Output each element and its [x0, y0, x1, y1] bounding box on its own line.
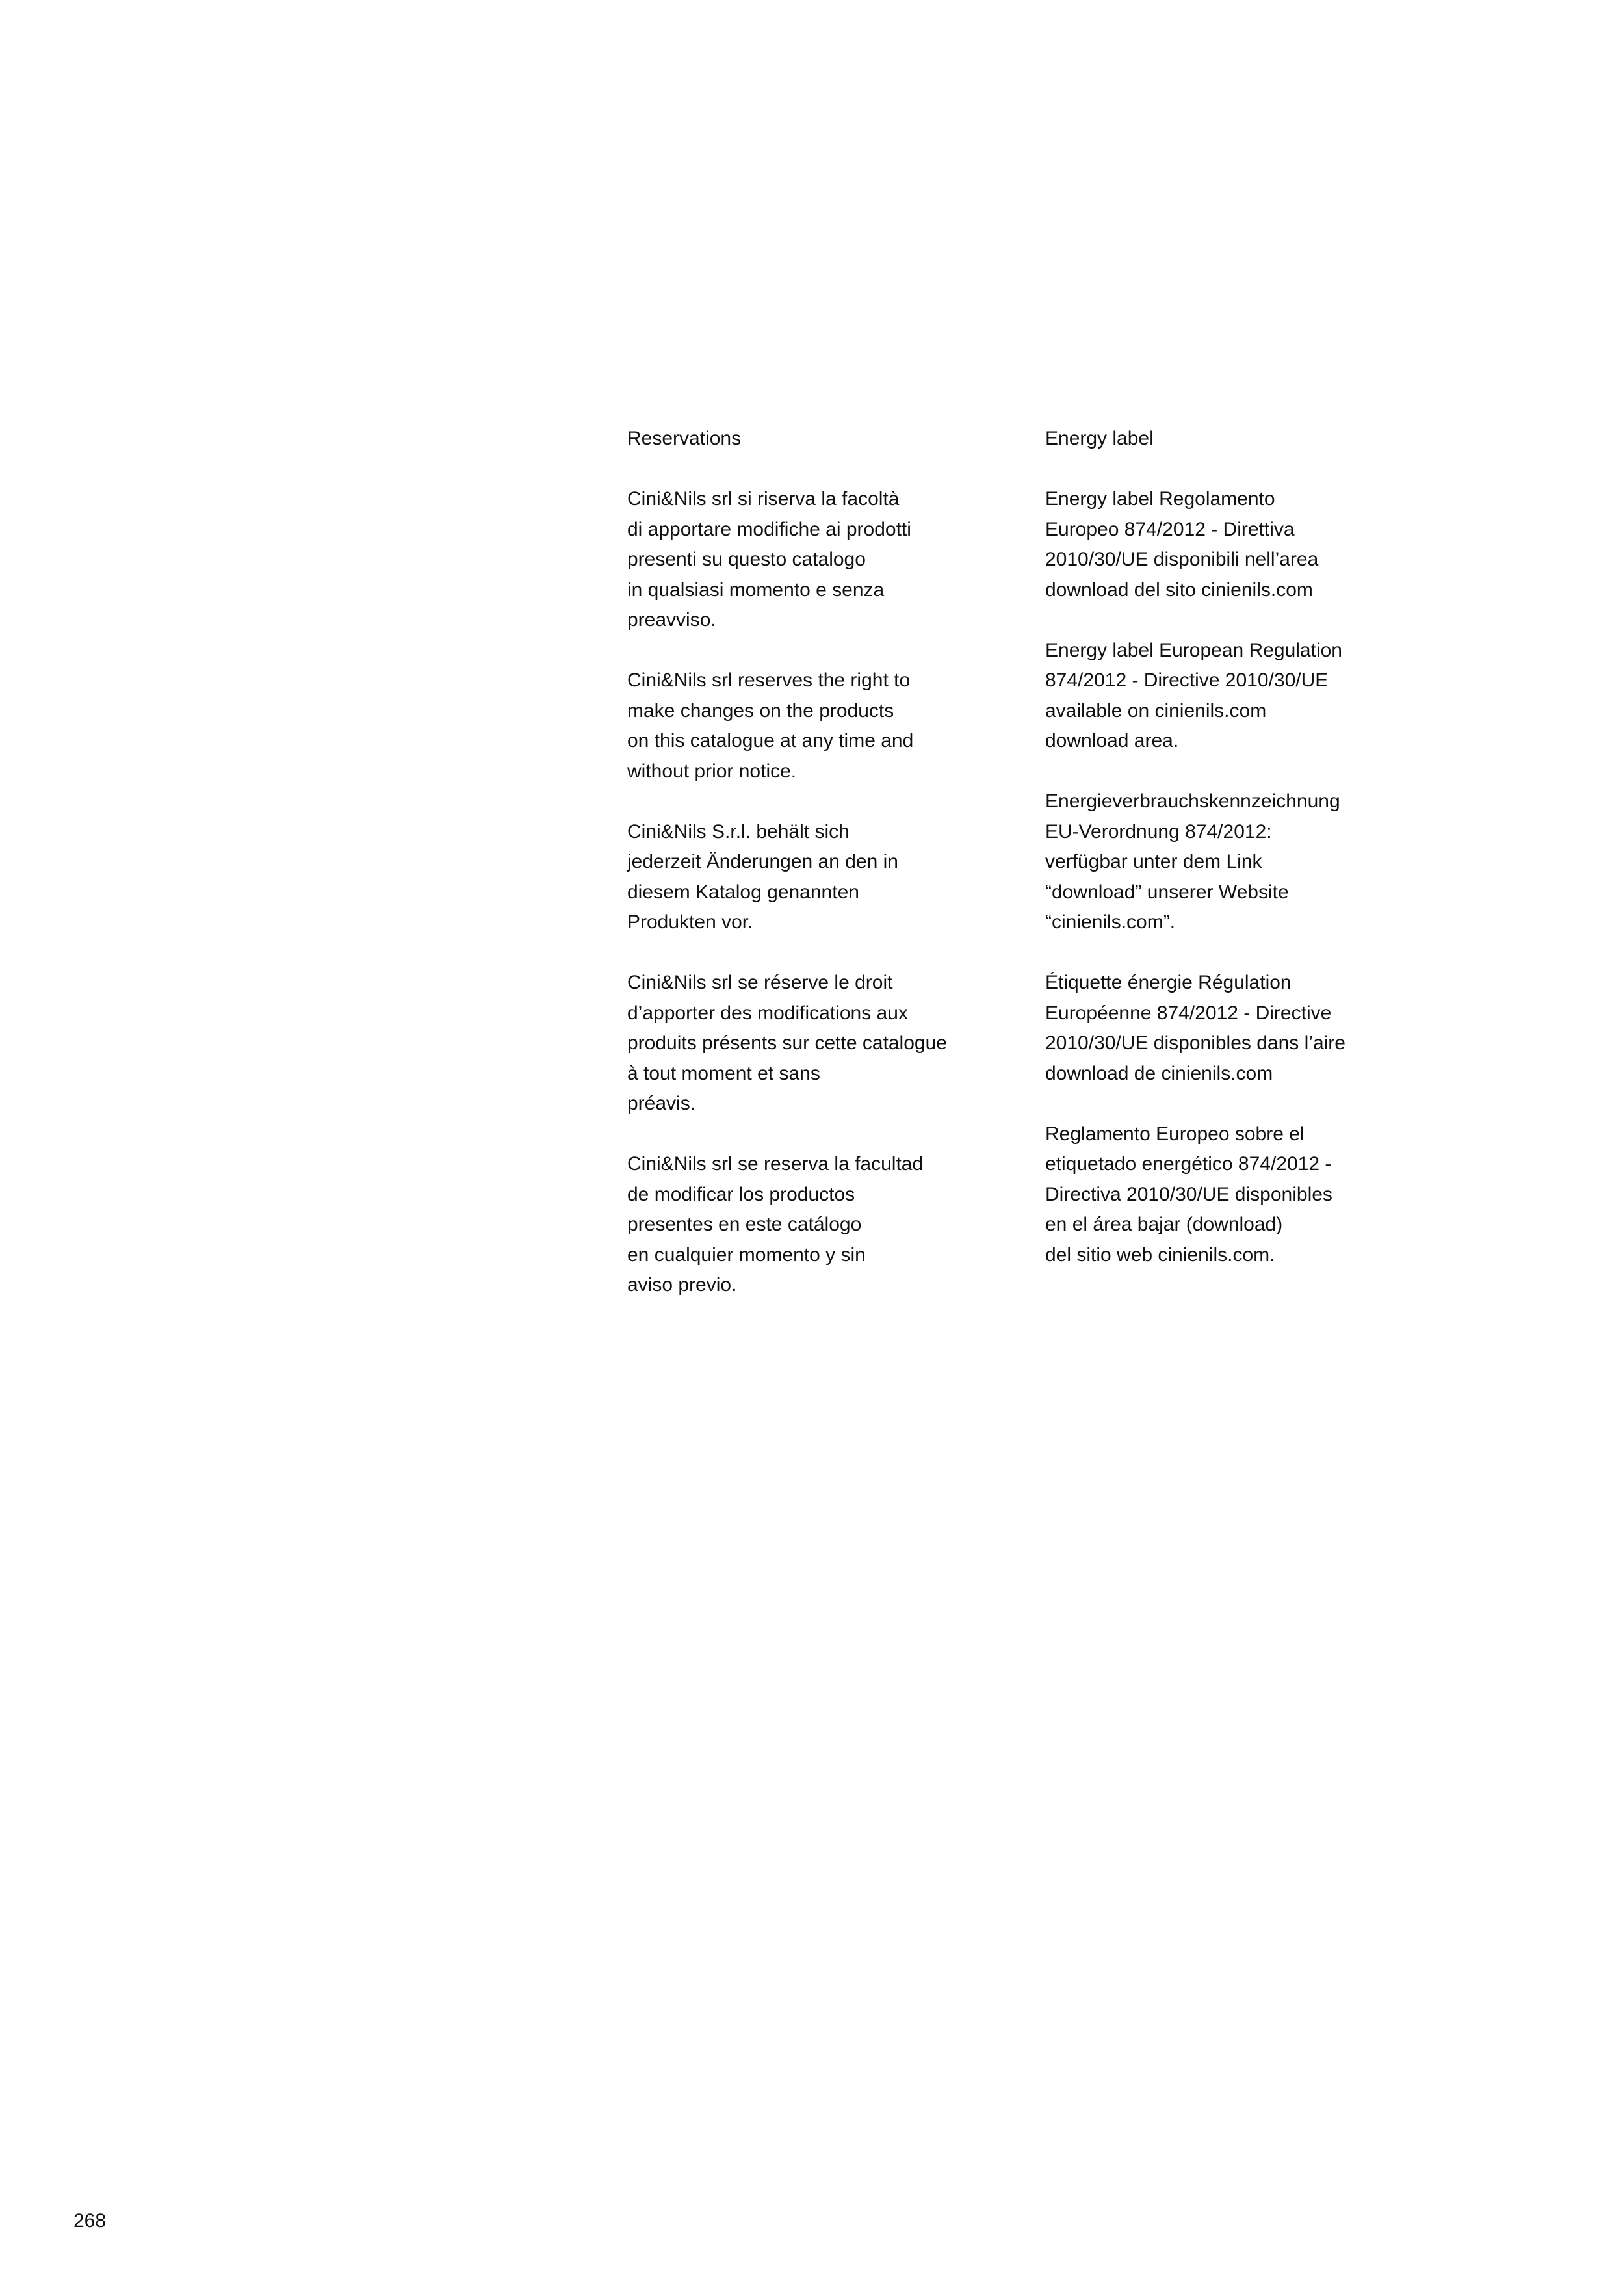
energy-label-paragraph-es: Reglamento Europeo sobre el etiquetado energético 874/2012 - Directiva 2010/30/UE disponibles en el área bajar (download) del sitio web cinienils.com. — [1045, 1123, 1332, 1266]
energy-label-heading: Energy label — [1045, 428, 1154, 449]
reservations-paragraph-es: Cini&Nils srl se reserva la facultad de modificar los productos presentes en este catálogo en cualquier momento y sin aviso previo. — [627, 1153, 924, 1296]
reservations-paragraph-fr: Cini&Nils srl se réserve le droit d’apporter des modifications aux produits présents sur cette catalogue à tout moment et sans préavis. — [627, 972, 947, 1114]
reservations-paragraph-it: Cini&Nils srl si riserva la facoltà di apportare modifiche ai prodotti presenti su questo catalogo in qualsiasi momento e senza preavviso. — [627, 488, 911, 631]
energy-label-paragraph-de: Energieverbrauchskennzeichnung EU-Verordnung 874/2012: verfügbar unter dem Link “download” unserer Website “cinienils.com”. — [1045, 790, 1340, 933]
reservations-paragraph-de: Cini&Nils S.r.l. behält sich jederzeit Änderungen an den in diesem Katalog genannten Produkten vor. — [627, 820, 898, 933]
energy-label-paragraph-en: Energy label European Regulation 874/2012 - Directive 2010/30/UE available on cinienils.com download area. — [1045, 639, 1342, 751]
reservations-paragraph-en: Cini&Nils srl reserves the right to make changes on the products on this catalogue at any time and without prior notice. — [627, 670, 914, 782]
page-number: 268 — [73, 2210, 107, 2232]
energy-label-paragraph-it: Energy label Regolamento Europeo 874/2012 - Direttiva 2010/30/UE disponibili nell’area download del sito cinienils.com — [1045, 488, 1319, 601]
reservations-heading: Reservations — [627, 428, 742, 449]
energy-label-column — [1045, 424, 1409, 1301]
energy-label-paragraph-fr: Étiquette énergie Régulation Européenne 874/2012 - Directive 2010/30/UE disponibles dans l’aire download de cinienils.com — [1045, 972, 1345, 1084]
reservations-column — [627, 424, 991, 1331]
